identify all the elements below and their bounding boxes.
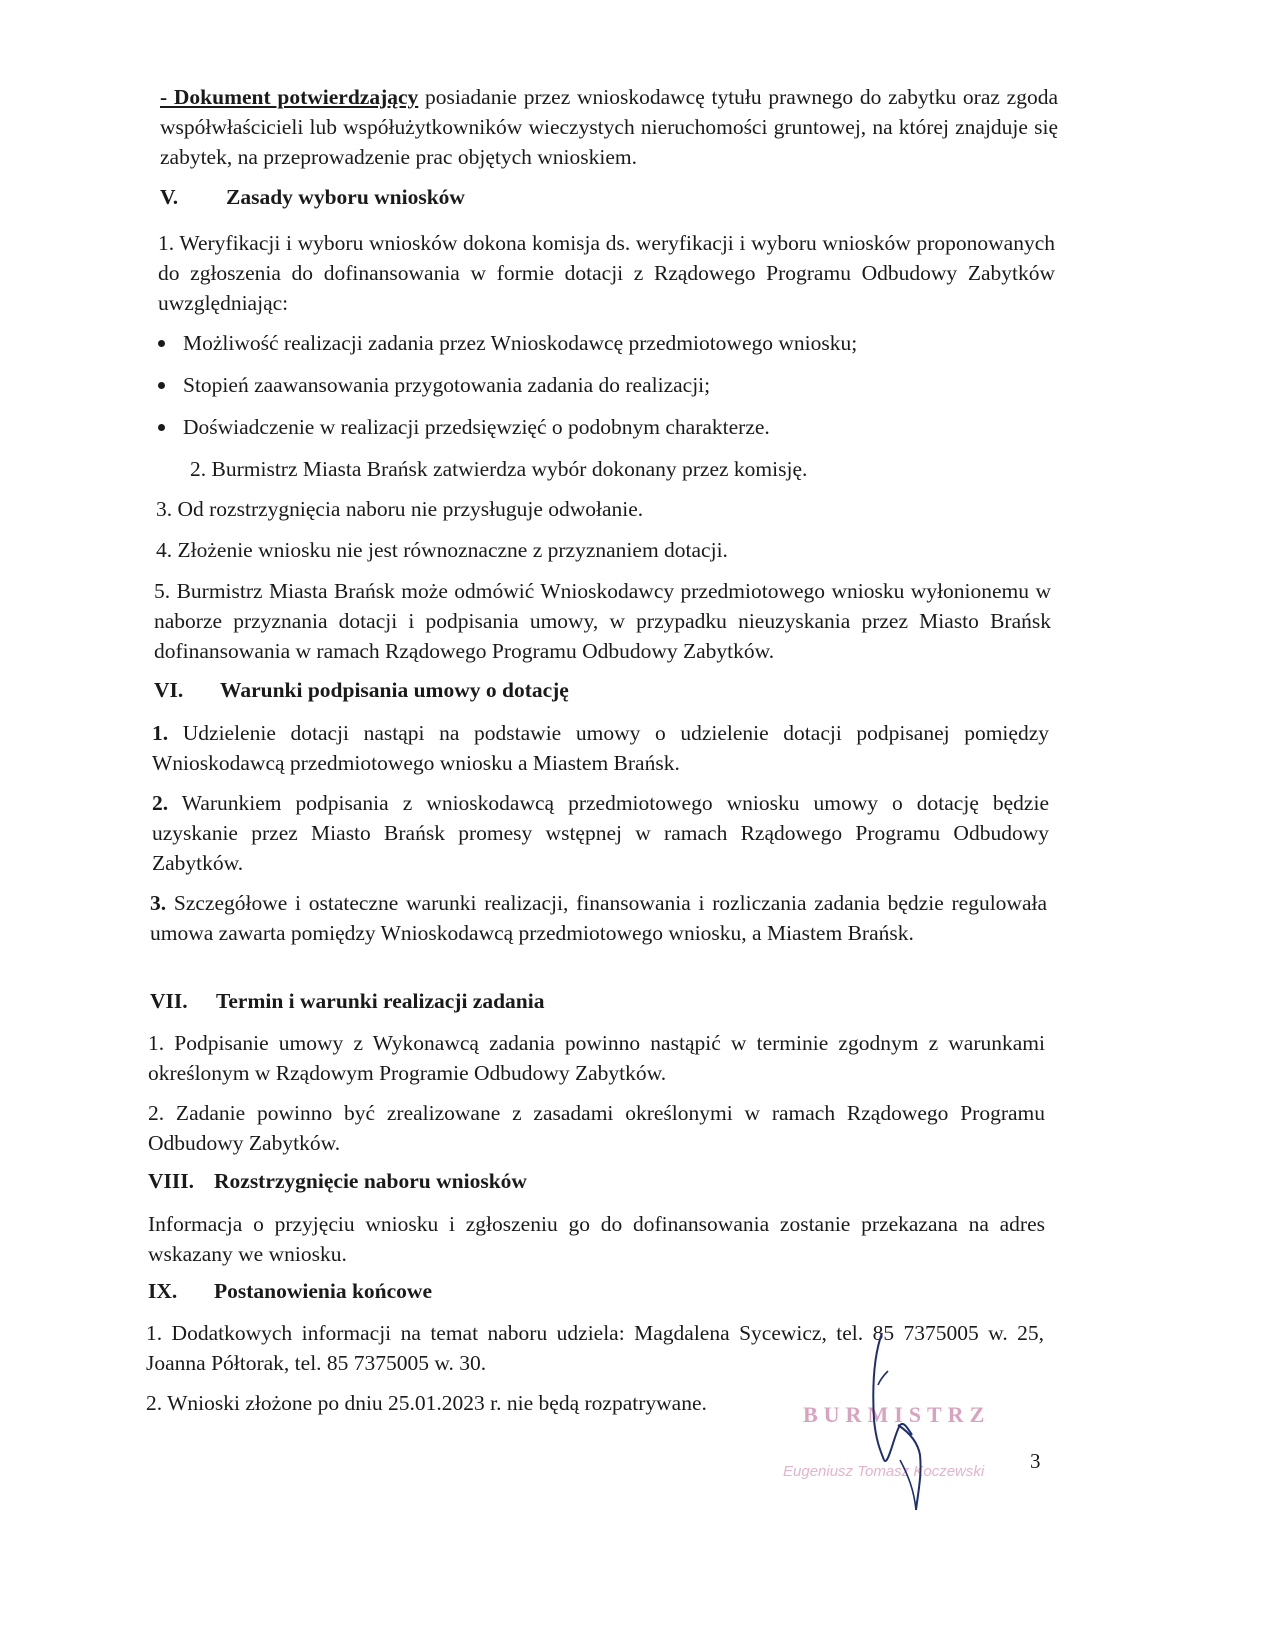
- section-v-paragraph-5: 5. Burmistrz Miasta Brańsk może odmówić Wnioskodawcy przedmiotowego wniosku wyłonionemu w naborze przyznania dotacji i podpisania umowy, w przypadku nieuzyskania przez Miasto Brańsk dofinansowania w ramach Rządowego Programu Odbudowy Zabytków.: [154, 579, 1051, 663]
- bullet-item: [158, 412, 1058, 442]
- section-heading-vii: [150, 986, 1050, 1016]
- section-v-paragraph-3: 3. Od rozstrzygnięcia naboru nie przysługuje odwołanie.: [156, 497, 644, 521]
- item-number: 1.: [152, 721, 169, 745]
- bullet-item: [158, 328, 1058, 358]
- section-title: Termin i warunki realizacji zadania: [216, 989, 545, 1013]
- paragraph-text: posiadanie przez wnioskodawcę tytułu prawnego do zabytku oraz zgoda współwłaścicieli lub współużytkowników wieczystych nieruchomości gruntowej, na której znajduje się zabytek, na przeprowadzenie prac objętych wnioskiem.: [160, 85, 1058, 169]
- section-v-paragraph-2: 2. Burmistrz Miasta Brańsk zatwierdza wybór dokonany przez komisję.: [190, 457, 808, 481]
- section-v-paragraph-1: 1. Weryfikacji i wyboru wniosków dokona komisja ds. weryfikacji i wyboru wniosków proponowanych do zgłoszenia do dofinansowania w formie dotacji z Rządowego Programu Odbudowy Zabytków uwzględniając:: [158, 231, 1055, 315]
- section-number: IX.: [148, 1279, 178, 1303]
- item-number: 2.: [152, 791, 169, 815]
- section-number: VII.: [150, 989, 188, 1013]
- section-heading-ix: [148, 1276, 1048, 1306]
- section-vi-item-3: [150, 888, 1047, 948]
- section-heading-viii: [148, 1166, 1048, 1196]
- section-heading-vi: [154, 675, 1054, 705]
- stamp-name: Eugeniusz Tomasz Koczewski: [783, 1463, 985, 1480]
- item-number: 3.: [150, 891, 167, 915]
- section-title: Warunki podpisania umowy o dotację: [220, 678, 569, 702]
- item-text: Warunkiem podpisania z wnioskodawcą przedmiotowego wniosku umowy o dotację będzie uzyskanie przez Miasto Brańsk promesy wstępnej w ramach Rządowego Programu Odbudowy Zabytków.: [152, 791, 1049, 875]
- item-text: Udzielenie dotacji nastąpi na podstawie umowy o udzielenie dotacji podpisanej pomiędzy Wnioskodawcą przedmiotowego wniosku a Miastem Brańsk.: [152, 721, 1049, 775]
- section-viii-paragraph-1: Informacja o przyjęciu wniosku i zgłoszeniu go do dofinansowania zostanie przekazana na adres wskazany we wniosku.: [148, 1212, 1045, 1266]
- section-ix-paragraph-1: 1. Dodatkowych informacji na temat naboru udziela: Magdalena Sycewicz, tel. 85 7375005 w. 25, Joanna Półtorak, tel. 85 7375005 w. 30.: [146, 1321, 1044, 1375]
- section-vi-item-1: [152, 718, 1049, 778]
- paragraph-document-confirmation: [160, 82, 1058, 172]
- section-number: VIII.: [148, 1169, 195, 1193]
- page-number: 3: [1030, 1449, 1041, 1473]
- section-title: Postanowienia końcowe: [214, 1279, 432, 1303]
- section-v-paragraph-4: 4. Złożenie wniosku nie jest równoznaczne z przyznaniem dotacji.: [156, 538, 728, 562]
- stamp-title: BURMISTRZ: [803, 1402, 991, 1427]
- section-vi-item-2: [152, 788, 1049, 878]
- bullet-dot-icon: [158, 382, 165, 389]
- bullet-text: Stopień zaawansowania przygotowania zadania do realizacji;: [183, 373, 711, 397]
- section-title: Rozstrzygnięcie naboru wniosków: [214, 1169, 527, 1193]
- section-heading-v: [160, 182, 1060, 212]
- bullet-item: [158, 370, 1058, 400]
- section-title: Zasady wyboru wniosków: [226, 185, 465, 209]
- section-number: V.: [160, 185, 179, 209]
- section-number: VI.: [154, 678, 184, 702]
- signature-icon: [850, 1325, 940, 1525]
- section-vii-paragraph-1: 1. Podpisanie umowy z Wykonawcą zadania powinno nastąpić w terminie zgodnym z warunkami określonym w Rządowym Programie Odbudowy Zabytków.: [148, 1031, 1045, 1085]
- bullet-text: Możliwość realizacji zadania przez Wnioskodawcę przedmiotowego wniosku;: [183, 331, 858, 355]
- item-text: Szczegółowe i ostateczne warunki realizacji, finansowania i rozliczania zadania będzie regulowała umowa zawarta pomiędzy Wnioskodawcą przedmiotowego wniosku, a Miastem Brańsk.: [150, 891, 1048, 945]
- bullet-dot-icon: [158, 424, 165, 431]
- underlined-lead: - Dokument potwierdzający: [160, 85, 419, 109]
- section-ix-paragraph-2: 2. Wnioski złożone po dniu 25.01.2023 r. nie będą rozpatrywane.: [146, 1391, 707, 1415]
- section-vii-paragraph-2: 2. Zadanie powinno być zrealizowane z zasadami określonymi w ramach Rządowego Programu Odbudowy Zabytków.: [148, 1101, 1045, 1155]
- bullet-dot-icon: [158, 340, 165, 347]
- bullet-text: Doświadczenie w realizacji przedsięwzięć o podobnym charakterze.: [183, 415, 770, 439]
